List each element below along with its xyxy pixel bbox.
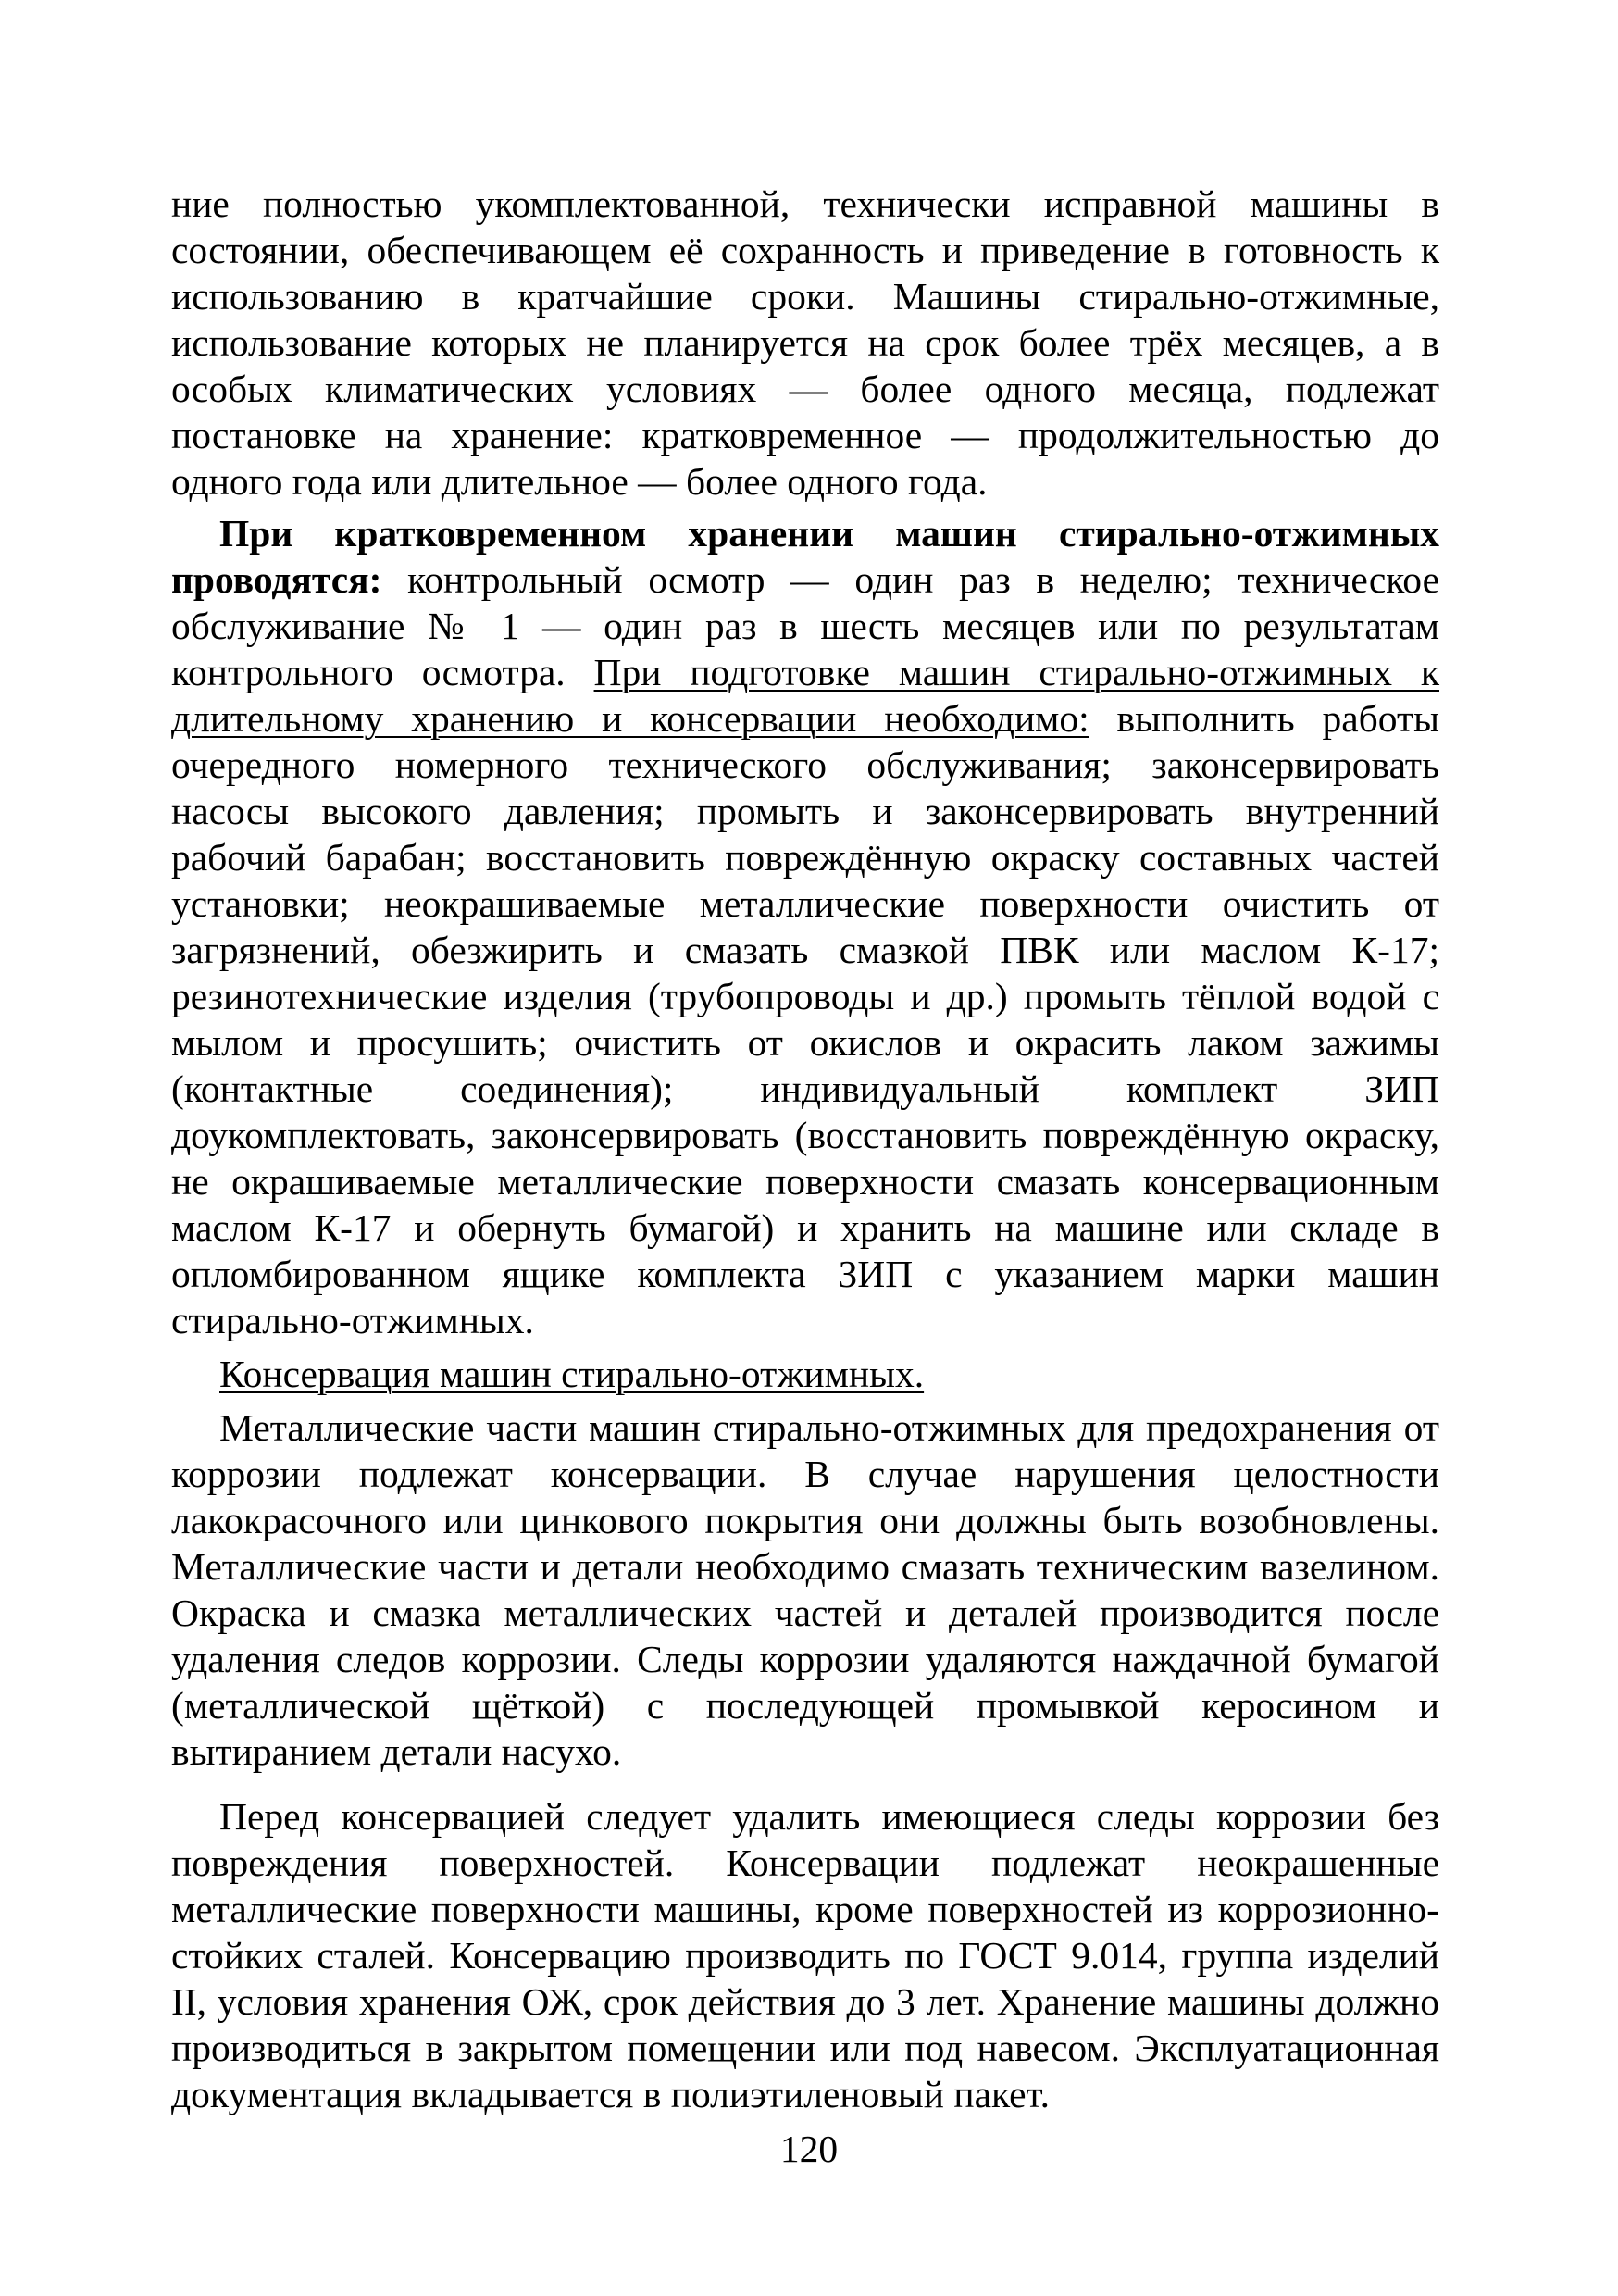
page-number: 120 (779, 2128, 839, 2170)
long-term-storage-lead: При подготовке машин стирально-отжимных к длительному хранению и консервации необходимо: (171, 651, 1439, 740)
paragraph-metal-parts: Металлические части машин стирально-отжимных для предохранения от коррозии подлежат консервации. В случае нарушения целостности лакокрасочного или цинкового покрытия они должны быть возобновлены. Металлические части и детали необходимо смазать техническим вазелином. Окраска и смазка металлических частей и деталей производится после удаления следов коррозии. Следы коррозии удаляются наждачной бумагой (металлической щёткой) с последующей промывкой керосином и вытиранием детали насухо. (171, 1406, 1439, 1773)
long-term-storage-text: выполнить работы очередного номерного технического обслуживания; законсервировать насосы высокого давления; промыть и законсервировать внутренний рабочий барабан; восстановить повреждённую окраску составных частей установки; неокрашиваемые металлические поверхности очистить от загрязнений, обезжирить и смазать смазкой ПВК или маслом К-17; резинотехнические изделия (трубопроводы и др.) промыть тёплой водой с мылом и просушить; очистить от окислов и окрасить лаком зажимы (контактные соединения); индивидуальный комплект ЗИП доукомплектовать, законсервировать (восстановить повреждённую окраску, не окрашиваемые металлические поверхности смазать консервационным маслом К-17 и обернуть бумагой) и хранить на машине или складе в опломбированном ящике комплекта ЗИП с указанием марки машин стирально-отжимных. (171, 697, 1439, 1341)
section-heading-conservation (171, 1351, 1439, 1397)
document-page (171, 181, 1439, 2117)
short-term-storage-text: контрольный осмотр — один раз в неделю; техническое обслуживание № 1 — один раз в шесть месяцев или по результатам контрольного осмотра. (171, 558, 1439, 693)
paragraph-before-conservation: Перед консервацией следует удалить имеющиеся следы коррозии без повреждения поверхностей. Консервации подлежат неокрашенные металлические поверхности машины, кроме поверхностей из коррозионно-стойких сталей. Консервацию производить по ГОСТ 9.014, группа изделий II, условия хранения ОЖ, срок действия до 3 лет. Хранение машины должно производиться в закрытом помещении или под навесом. Эксплуатационная документация вкладывается в полиэтиленовый пакет. (171, 1795, 1439, 2115)
short-term-storage-lead: При кратковременном хранении машин стирально-отжимных проводятся: (171, 512, 1439, 601)
paragraph-short-term-storage (171, 510, 1439, 1343)
paragraph-storage-intro: ние полностью укомплектованной, технически исправной машины в состоянии, обеспечивающем её сохранность и приведение в готовность к использованию в кратчайшие сроки. Машины стирально-отжимные, использование которых не планируется на срок более трёх месяцев, а в особых климатических условиях — более одного месяца, подлежат постановке на хранение: кратковременное — продолжительностью до одного года или длительное — более одного года. (171, 182, 1439, 503)
section-heading-text: Консервация машин стирально-отжимных. (219, 1353, 925, 1395)
